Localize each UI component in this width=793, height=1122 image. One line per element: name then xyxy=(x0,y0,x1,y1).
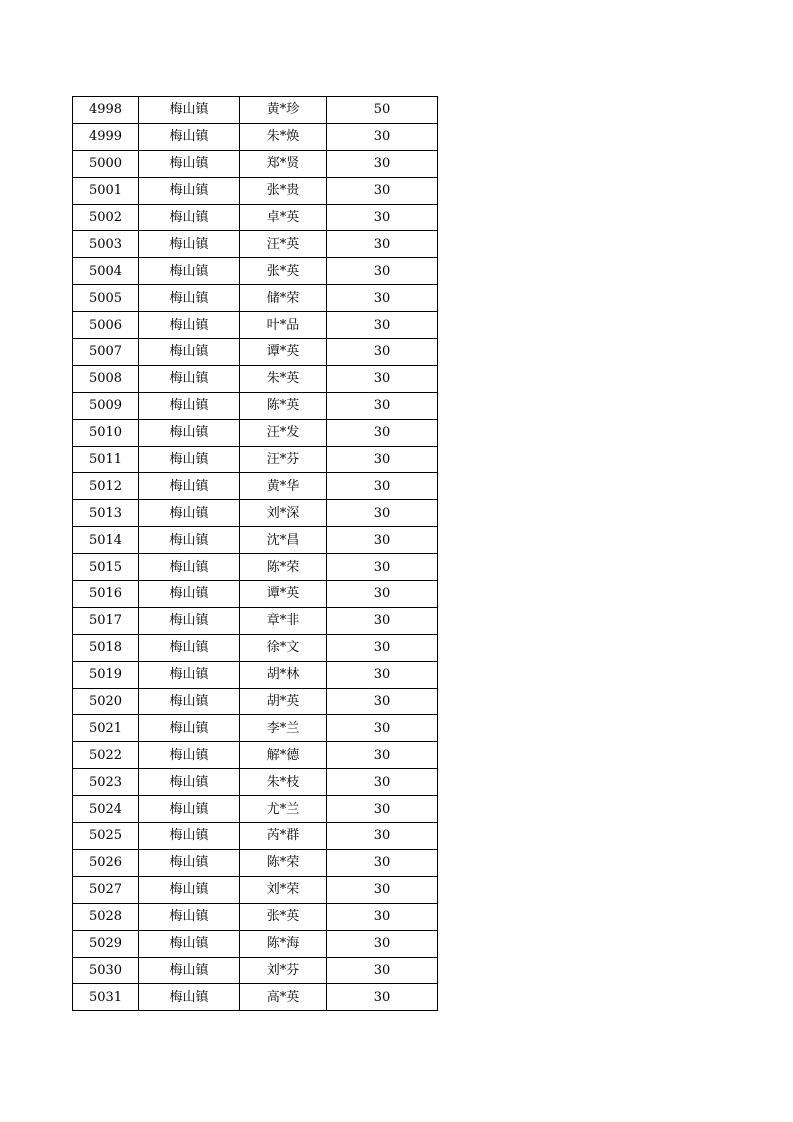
table-row xyxy=(73,715,438,742)
table-row xyxy=(73,957,438,984)
town-cell: 梅山镇 xyxy=(139,473,240,500)
name-cell: 徐*文 xyxy=(240,634,327,661)
amount-cell: 30 xyxy=(327,607,438,634)
amount-cell: 30 xyxy=(327,876,438,903)
amount-cell: 30 xyxy=(327,769,438,796)
id-cell: 4998 xyxy=(73,97,139,124)
data-table xyxy=(72,96,438,1011)
id-cell: 5024 xyxy=(73,796,139,823)
name-cell: 张*英 xyxy=(240,258,327,285)
name-cell: 陈*海 xyxy=(240,930,327,957)
table-row xyxy=(73,607,438,634)
town-cell: 梅山镇 xyxy=(139,419,240,446)
id-cell: 5027 xyxy=(73,876,139,903)
town-cell: 梅山镇 xyxy=(139,984,240,1011)
amount-cell: 30 xyxy=(327,473,438,500)
name-cell: 张*英 xyxy=(240,903,327,930)
name-cell: 朱*焕 xyxy=(240,123,327,150)
name-cell: 芮*群 xyxy=(240,823,327,850)
amount-cell: 30 xyxy=(327,823,438,850)
id-cell: 5017 xyxy=(73,607,139,634)
amount-cell: 50 xyxy=(327,97,438,124)
name-cell: 尤*兰 xyxy=(240,796,327,823)
town-cell: 梅山镇 xyxy=(139,607,240,634)
table-row xyxy=(73,231,438,258)
amount-cell: 30 xyxy=(327,365,438,392)
town-cell: 梅山镇 xyxy=(139,123,240,150)
amount-cell: 30 xyxy=(327,419,438,446)
table-row xyxy=(73,930,438,957)
amount-cell: 30 xyxy=(327,231,438,258)
town-cell: 梅山镇 xyxy=(139,339,240,366)
name-cell: 陈*荣 xyxy=(240,849,327,876)
amount-cell: 30 xyxy=(327,930,438,957)
town-cell: 梅山镇 xyxy=(139,258,240,285)
town-cell: 梅山镇 xyxy=(139,365,240,392)
id-cell: 5008 xyxy=(73,365,139,392)
name-cell: 张*贵 xyxy=(240,177,327,204)
id-cell: 5026 xyxy=(73,849,139,876)
amount-cell: 30 xyxy=(327,661,438,688)
id-cell: 5014 xyxy=(73,527,139,554)
table-row xyxy=(73,258,438,285)
name-cell: 胡*林 xyxy=(240,661,327,688)
table-row xyxy=(73,365,438,392)
town-cell: 梅山镇 xyxy=(139,554,240,581)
table-row xyxy=(73,903,438,930)
town-cell: 梅山镇 xyxy=(139,688,240,715)
amount-cell: 30 xyxy=(327,715,438,742)
town-cell: 梅山镇 xyxy=(139,849,240,876)
name-cell: 汪*发 xyxy=(240,419,327,446)
amount-cell: 30 xyxy=(327,285,438,312)
id-cell: 5010 xyxy=(73,419,139,446)
id-cell: 5000 xyxy=(73,150,139,177)
name-cell: 刘*深 xyxy=(240,500,327,527)
town-cell: 梅山镇 xyxy=(139,930,240,957)
name-cell: 郑*贤 xyxy=(240,150,327,177)
id-cell: 5021 xyxy=(73,715,139,742)
amount-cell: 30 xyxy=(327,500,438,527)
table-row xyxy=(73,876,438,903)
id-cell: 5030 xyxy=(73,957,139,984)
town-cell: 梅山镇 xyxy=(139,150,240,177)
name-cell: 叶*品 xyxy=(240,312,327,339)
table-row xyxy=(73,123,438,150)
town-cell: 梅山镇 xyxy=(139,876,240,903)
table-row xyxy=(73,285,438,312)
town-cell: 梅山镇 xyxy=(139,742,240,769)
id-cell: 5005 xyxy=(73,285,139,312)
town-cell: 梅山镇 xyxy=(139,97,240,124)
name-cell: 解*德 xyxy=(240,742,327,769)
town-cell: 梅山镇 xyxy=(139,285,240,312)
town-cell: 梅山镇 xyxy=(139,204,240,231)
table-row xyxy=(73,392,438,419)
id-cell: 5023 xyxy=(73,769,139,796)
table-row xyxy=(73,339,438,366)
name-cell: 储*荣 xyxy=(240,285,327,312)
table-body xyxy=(73,97,438,1011)
table-row xyxy=(73,527,438,554)
table-row xyxy=(73,581,438,608)
amount-cell: 30 xyxy=(327,527,438,554)
name-cell: 黄*华 xyxy=(240,473,327,500)
table-row xyxy=(73,500,438,527)
name-cell: 陈*英 xyxy=(240,392,327,419)
id-cell: 4999 xyxy=(73,123,139,150)
amount-cell: 30 xyxy=(327,339,438,366)
table-row xyxy=(73,742,438,769)
amount-cell: 30 xyxy=(327,742,438,769)
amount-cell: 30 xyxy=(327,446,438,473)
id-cell: 5015 xyxy=(73,554,139,581)
amount-cell: 30 xyxy=(327,984,438,1011)
name-cell: 卓*英 xyxy=(240,204,327,231)
amount-cell: 30 xyxy=(327,581,438,608)
id-cell: 5031 xyxy=(73,984,139,1011)
name-cell: 朱*英 xyxy=(240,365,327,392)
id-cell: 5012 xyxy=(73,473,139,500)
table-row xyxy=(73,312,438,339)
town-cell: 梅山镇 xyxy=(139,581,240,608)
name-cell: 胡*英 xyxy=(240,688,327,715)
name-cell: 黄*珍 xyxy=(240,97,327,124)
name-cell: 高*英 xyxy=(240,984,327,1011)
town-cell: 梅山镇 xyxy=(139,957,240,984)
id-cell: 5002 xyxy=(73,204,139,231)
town-cell: 梅山镇 xyxy=(139,796,240,823)
id-cell: 5025 xyxy=(73,823,139,850)
table-row xyxy=(73,849,438,876)
town-cell: 梅山镇 xyxy=(139,312,240,339)
town-cell: 梅山镇 xyxy=(139,661,240,688)
name-cell: 刘*芬 xyxy=(240,957,327,984)
amount-cell: 30 xyxy=(327,258,438,285)
table-row xyxy=(73,177,438,204)
amount-cell: 30 xyxy=(327,123,438,150)
id-cell: 5004 xyxy=(73,258,139,285)
table-row xyxy=(73,446,438,473)
table-row xyxy=(73,204,438,231)
id-cell: 5020 xyxy=(73,688,139,715)
table-row xyxy=(73,661,438,688)
table-row xyxy=(73,473,438,500)
table-row xyxy=(73,823,438,850)
name-cell: 沈*昌 xyxy=(240,527,327,554)
name-cell: 谭*英 xyxy=(240,581,327,608)
town-cell: 梅山镇 xyxy=(139,769,240,796)
table-row xyxy=(73,554,438,581)
amount-cell: 30 xyxy=(327,849,438,876)
amount-cell: 30 xyxy=(327,177,438,204)
town-cell: 梅山镇 xyxy=(139,715,240,742)
town-cell: 梅山镇 xyxy=(139,903,240,930)
name-cell: 朱*枝 xyxy=(240,769,327,796)
id-cell: 5019 xyxy=(73,661,139,688)
amount-cell: 30 xyxy=(327,796,438,823)
town-cell: 梅山镇 xyxy=(139,527,240,554)
id-cell: 5022 xyxy=(73,742,139,769)
id-cell: 5007 xyxy=(73,339,139,366)
amount-cell: 30 xyxy=(327,204,438,231)
name-cell: 汪*英 xyxy=(240,231,327,258)
name-cell: 李*兰 xyxy=(240,715,327,742)
id-cell: 5018 xyxy=(73,634,139,661)
name-cell: 汪*芬 xyxy=(240,446,327,473)
amount-cell: 30 xyxy=(327,903,438,930)
amount-cell: 30 xyxy=(327,150,438,177)
table-row xyxy=(73,419,438,446)
id-cell: 5009 xyxy=(73,392,139,419)
town-cell: 梅山镇 xyxy=(139,446,240,473)
table-row xyxy=(73,984,438,1011)
id-cell: 5016 xyxy=(73,581,139,608)
town-cell: 梅山镇 xyxy=(139,500,240,527)
amount-cell: 30 xyxy=(327,392,438,419)
town-cell: 梅山镇 xyxy=(139,231,240,258)
id-cell: 5028 xyxy=(73,903,139,930)
name-cell: 刘*荣 xyxy=(240,876,327,903)
table-row xyxy=(73,97,438,124)
table-row xyxy=(73,688,438,715)
table-row xyxy=(73,796,438,823)
table-row xyxy=(73,769,438,796)
id-cell: 5003 xyxy=(73,231,139,258)
town-cell: 梅山镇 xyxy=(139,392,240,419)
id-cell: 5011 xyxy=(73,446,139,473)
name-cell: 谭*英 xyxy=(240,339,327,366)
town-cell: 梅山镇 xyxy=(139,177,240,204)
id-cell: 5006 xyxy=(73,312,139,339)
table-row xyxy=(73,150,438,177)
town-cell: 梅山镇 xyxy=(139,823,240,850)
amount-cell: 30 xyxy=(327,554,438,581)
amount-cell: 30 xyxy=(327,957,438,984)
town-cell: 梅山镇 xyxy=(139,634,240,661)
amount-cell: 30 xyxy=(327,312,438,339)
id-cell: 5029 xyxy=(73,930,139,957)
name-cell: 章*非 xyxy=(240,607,327,634)
amount-cell: 30 xyxy=(327,688,438,715)
id-cell: 5001 xyxy=(73,177,139,204)
amount-cell: 30 xyxy=(327,634,438,661)
table-row xyxy=(73,634,438,661)
name-cell: 陈*荣 xyxy=(240,554,327,581)
id-cell: 5013 xyxy=(73,500,139,527)
